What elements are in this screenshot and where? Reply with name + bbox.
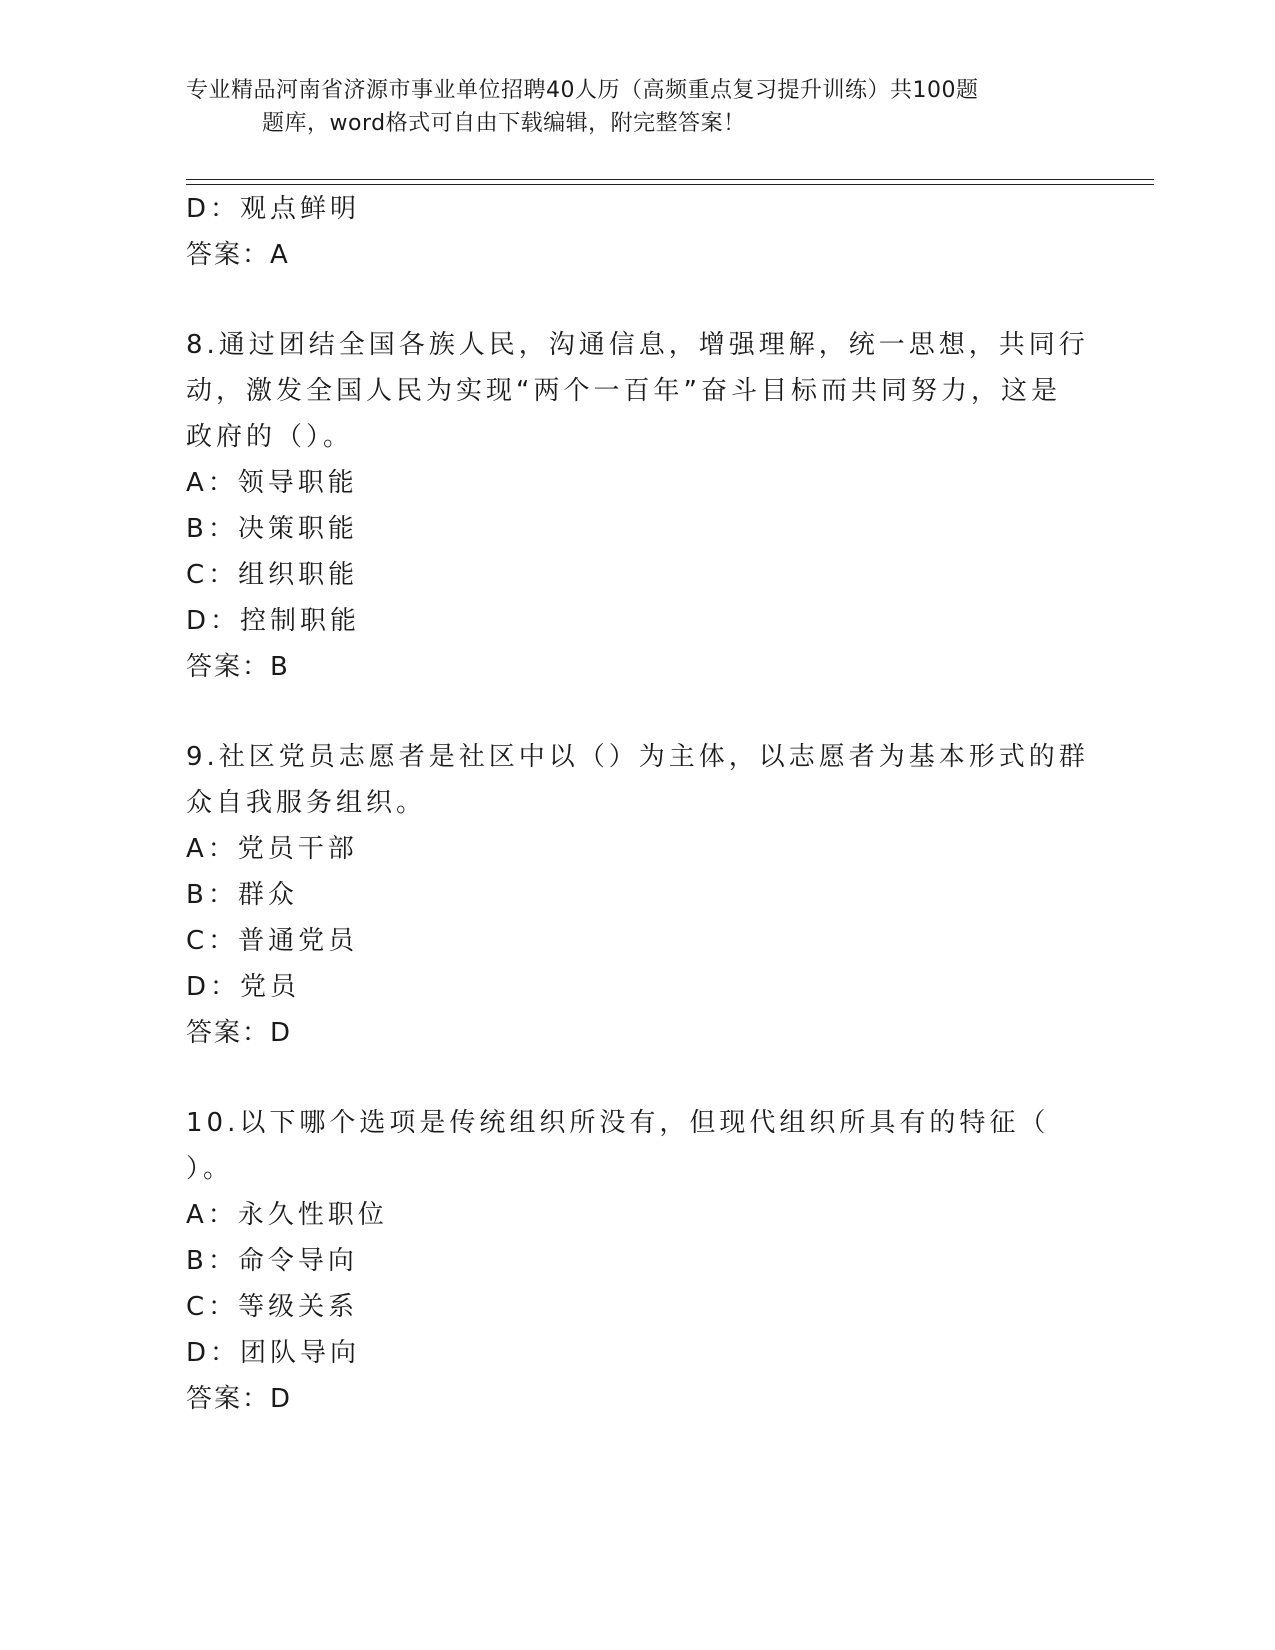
option-d: D：党员	[186, 972, 301, 1002]
question-text-line: 动，激发全国人民为实现“两个一百年”奋斗目标而共同努力，这是	[186, 376, 1061, 406]
option-d: D：团队导向	[186, 1338, 361, 1368]
header-title-line2: 题库，word格式可自由下载编辑，附完整答案！	[262, 111, 746, 136]
option-a: A：党员干部	[186, 834, 358, 864]
option-a: A：领导职能	[186, 468, 358, 498]
option-b: B：决策职能	[186, 514, 358, 544]
option-a: A：永久性职位	[186, 1200, 388, 1230]
option-b: B：群众	[186, 880, 298, 910]
header-divider-bottom	[186, 184, 1154, 185]
question-list	[186, 186, 1089, 1422]
option-d: D：观点鲜明	[186, 194, 361, 224]
option-b: B：命令导向	[186, 1246, 358, 1276]
option-c: C：等级关系	[186, 1292, 359, 1322]
option-c: C：普通党员	[186, 926, 359, 956]
question-text-line: 8.通过团结全国各族人民，沟通信息，增强理解，统一思想，共同行	[186, 330, 1089, 360]
option-d: D：控制职能	[186, 606, 361, 636]
answer-line: 答案：A	[186, 240, 290, 270]
question-10	[186, 1100, 1066, 1422]
question-text-line: 10.以下哪个选项是传统组织所没有，但现代组织所具有的特征（	[186, 1108, 1050, 1138]
question-9	[186, 734, 1089, 1056]
header-divider-top	[186, 179, 1154, 180]
question-text-line: 政府的（）。	[186, 422, 354, 452]
answer-line: 答案：D	[186, 1384, 293, 1414]
question-text-line: 9.社区党员志愿者是社区中以（）为主体，以志愿者为基本形式的群	[186, 742, 1089, 772]
option-c: C：组织职能	[186, 560, 359, 590]
question-8	[186, 322, 1089, 690]
header-title-line1: 专业精品河南省济源市事业单位招聘40人历（高频重点复习提升训练）共100题	[186, 78, 979, 103]
question-text-line: ）。	[186, 1154, 234, 1184]
answer-line: 答案：B	[186, 652, 290, 682]
question-text-line: 众自我服务组织。	[186, 788, 427, 818]
answer-line: 答案：D	[186, 1018, 293, 1048]
document-header	[186, 74, 1066, 140]
